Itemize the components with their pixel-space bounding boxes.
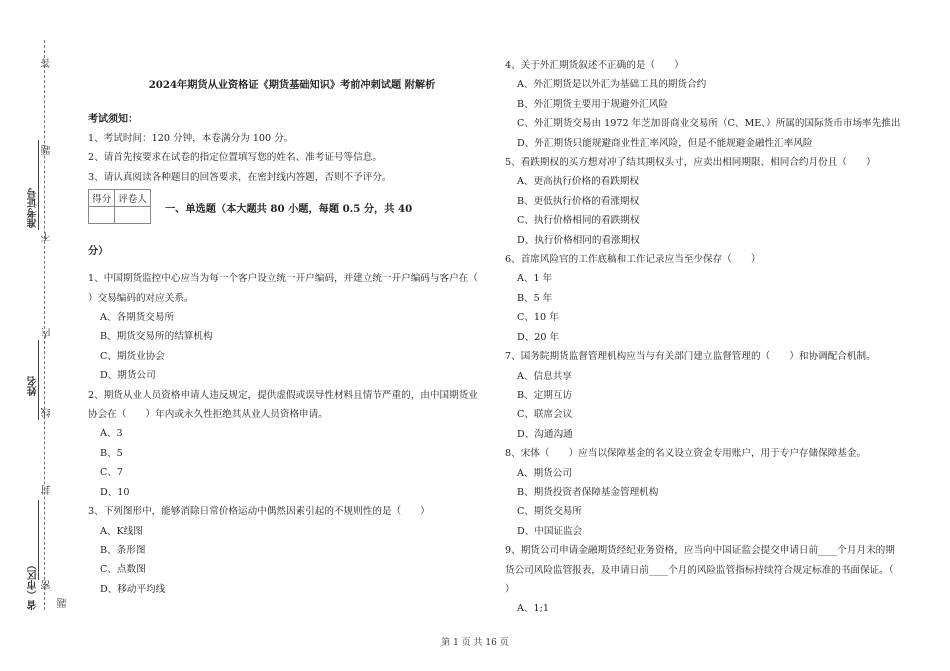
answer-option: D、沟通沟通 xyxy=(517,428,573,440)
answer-option: D、外汇期货只能规避商业性汇率风险，但是不能规避金融性汇率风险 xyxy=(517,137,813,149)
answer-option: D、中国证监会 xyxy=(517,525,583,537)
answer-option: D、执行价格相同的看涨期权 xyxy=(517,234,640,246)
question xyxy=(88,269,488,385)
question-text: 货公司风险监管报表，及申请日前____个月的风险监管指标持续符合规定标准的书面保证。（ xyxy=(505,564,894,576)
answer-option: C、期货交易所 xyxy=(517,506,582,518)
question-text: 8、宋体（ ）应当以保障基金的名义设立资金专用账户，用于专户存储保障基金。 xyxy=(505,448,867,460)
bind-char-nei: 内 xyxy=(42,328,53,338)
question-text: 6、首席风险官的工作底稿和工作记录应当至少保存（ ） xyxy=(505,254,761,266)
grader-header: 评卷人 xyxy=(115,190,151,207)
score-table xyxy=(88,189,151,224)
score-section xyxy=(88,189,488,224)
question-text: ）交易编码的对应关系。 xyxy=(88,292,194,304)
answer-option: D、移动平均线 xyxy=(100,583,166,595)
answer-option: A、更高执行价格的看跌期权 xyxy=(517,176,640,188)
notice-heading: 考试须知： xyxy=(88,114,138,125)
answer-option: A、外汇期货是以外汇为基础工具的期货合约 xyxy=(517,79,707,91)
question xyxy=(505,250,925,347)
answer-option: D、期货公司 xyxy=(100,370,156,382)
answer-option: B、期货交易所的结算机构 xyxy=(100,331,213,343)
answer-option: B、更低执行价格的看涨期权 xyxy=(517,195,640,207)
answer-option: C、外汇期货交易由 1972 年芝加哥商业交易所（C、ME、）所属的国际货币市场率先推出 xyxy=(517,118,901,130)
score-cell xyxy=(89,207,115,224)
question-text: 3、下列图形中，能够消除日常价格运动中偶然因素引起的不规则性的是（ ） xyxy=(88,506,430,518)
question xyxy=(505,541,925,619)
notice-item: 1、考试时间：120 分钟，本卷满分为 100 分。 xyxy=(88,133,294,144)
answer-option: B、5 xyxy=(100,447,123,459)
answer-option: B、期货投资者保障基金管理机构 xyxy=(517,486,659,498)
seal-line xyxy=(44,40,45,610)
right-question-list xyxy=(505,56,925,619)
grader-cell xyxy=(115,207,151,224)
question xyxy=(505,347,925,444)
question-text: 5、看跌期权的买方想对冲了结其期权头寸，应卖出相同期限、相同合约月份且（ ） xyxy=(505,157,876,169)
question xyxy=(88,386,488,502)
section-heading-cont: 分） xyxy=(88,245,109,258)
binding-margin xyxy=(0,0,70,671)
exam-title: 2024年期货从业资格证《期货基础知识》考前冲刺试题 附解析 xyxy=(148,79,436,91)
question xyxy=(88,502,488,599)
question-text: 7、国务院期货监督管理机构应当与有关部门建立监督管理的（ ）和协调配合机制。 xyxy=(505,351,876,363)
bind-char-xian: 线 xyxy=(42,408,53,418)
question xyxy=(505,153,925,250)
answer-option: C、点数图 xyxy=(100,564,146,576)
left-column xyxy=(88,70,488,599)
region-label: 省（市区） xyxy=(28,560,39,610)
question-text: ） xyxy=(505,583,515,595)
exam-no-label: 准考证号 xyxy=(28,188,39,228)
answer-option: C、10 年 xyxy=(517,312,559,324)
bind-char-ti: 题 xyxy=(42,145,53,155)
question-text: 4、关于外汇期货叙述不正确的是（ ） xyxy=(505,60,684,71)
answer-option: C、期货业协会 xyxy=(100,350,165,362)
question xyxy=(505,444,925,541)
bind-char-answer: 答 xyxy=(42,58,53,68)
notice-item: 3、请认真阅读各种题目的回答要求，在密封线内答题，否则不予评分。 xyxy=(88,171,392,183)
name-label: 姓名 xyxy=(28,376,39,396)
answer-option: B、外汇期货主要用于规避外汇风险 xyxy=(517,98,668,110)
right-column xyxy=(505,56,925,619)
answer-option: D、20 年 xyxy=(517,331,560,343)
answer-option: B、条形图 xyxy=(100,544,146,556)
answer-option: B、定期互访 xyxy=(517,389,573,401)
bind-char-ti-2: 题 xyxy=(58,598,69,608)
answer-option: A、1 年 xyxy=(517,273,553,285)
question xyxy=(505,56,925,153)
question-text: 2、期货从业人员资格申请人违反规定，提供虚假或误导性材料且情节严重的，由中国期货业 xyxy=(88,389,478,401)
bind-char-feng: 封 xyxy=(42,485,53,495)
score-header: 得分 xyxy=(89,190,115,207)
answer-option: B、5 年 xyxy=(517,292,553,304)
answer-option: C、7 xyxy=(100,467,124,479)
question-text: 9、期货公司申请金融期货经纪业务资格，应当向中国证监会提交申请日前____个月月末的期 xyxy=(505,545,895,557)
answer-option: D、10 xyxy=(100,486,130,498)
answer-option: A、3 xyxy=(100,428,123,440)
answer-option: A、信息共享 xyxy=(517,370,572,382)
question-text: 协会在（ ）年内或永久性拒绝其从业人员资格申请。 xyxy=(88,409,328,421)
answer-option: C、执行价格相同的看跌期权 xyxy=(517,215,640,227)
question-text: 1、中国期货监控中心应当为每一个客户设立统一开户编码，并建立统一开户编码与客户在（ xyxy=(88,273,478,285)
section-heading: 一、单选题（本大题共 80 小题，每题 0.5 分，共 40 xyxy=(164,203,413,216)
left-question-list xyxy=(88,269,488,599)
answer-option: A、1;1 xyxy=(517,603,549,615)
answer-option: C、联席会议 xyxy=(517,409,573,421)
page-footer: 第 1 页 共 16 页 xyxy=(441,638,509,648)
answer-option: A、期货公司 xyxy=(517,467,572,479)
answer-option: A、K线图 xyxy=(100,525,143,537)
bind-char-mi: 密 xyxy=(42,580,53,590)
bind-char-bu: 不 xyxy=(42,232,53,242)
notice-item: 2、请首先按要求在试卷的指定位置填写您的姓名、准考证号等信息。 xyxy=(88,152,382,164)
answer-option: A、各期货交易所 xyxy=(100,312,175,324)
